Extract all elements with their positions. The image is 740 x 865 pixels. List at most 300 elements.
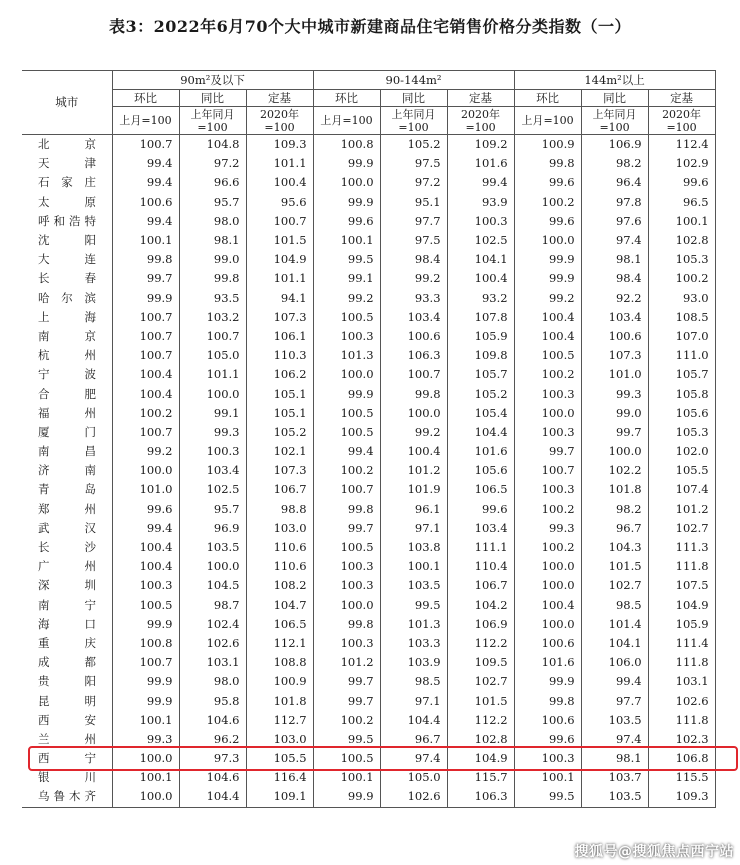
index-value: 100.3: [313, 634, 380, 653]
index-value: 99.6: [514, 730, 581, 749]
index-value: 106.0: [581, 653, 648, 672]
index-value: 100.2: [313, 711, 380, 730]
index-value: 100.0: [179, 384, 246, 403]
city-name: 昆 明: [38, 693, 96, 708]
city-name: 太 原: [38, 194, 96, 209]
index-value: 100.8: [313, 135, 380, 155]
index-value: 111.8: [648, 653, 715, 672]
table-row: [22, 768, 715, 787]
base-header: 上月=100: [112, 107, 179, 135]
index-value: 102.9: [648, 154, 715, 173]
city-name: 厦 门: [38, 424, 96, 439]
index-value: 100.1: [313, 768, 380, 787]
index-value: 93.3: [380, 289, 447, 308]
index-value: 100.6: [514, 634, 581, 653]
index-value: 96.2: [179, 730, 246, 749]
index-value: 100.1: [112, 231, 179, 250]
index-value: 107.3: [581, 346, 648, 365]
index-value: 100.0: [514, 231, 581, 250]
index-value: 100.0: [514, 576, 581, 595]
index-value: 97.7: [581, 691, 648, 710]
index-value: 100.9: [514, 135, 581, 155]
index-value: 100.3: [112, 576, 179, 595]
index-value: 104.6: [179, 768, 246, 787]
index-value: 109.3: [246, 135, 313, 155]
index-value: 106.7: [447, 576, 514, 595]
index-value: 99.3: [179, 423, 246, 442]
index-value: 102.8: [447, 730, 514, 749]
city-name: 哈尔滨: [38, 290, 96, 305]
index-value: 99.7: [112, 269, 179, 288]
table-row: [22, 461, 715, 480]
index-value: 112.2: [447, 634, 514, 653]
table-row: [22, 653, 715, 672]
index-value: 104.6: [179, 711, 246, 730]
index-value: 100.2: [514, 538, 581, 557]
index-value: 97.8: [581, 193, 648, 212]
index-value: 102.0: [648, 442, 715, 461]
index-value: 104.1: [447, 250, 514, 269]
index-value: 99.6: [447, 500, 514, 519]
index-value: 100.6: [112, 193, 179, 212]
index-value: 99.4: [112, 212, 179, 231]
index-value: 100.8: [112, 634, 179, 653]
index-value: 105.5: [648, 461, 715, 480]
index-value: 98.2: [581, 500, 648, 519]
table-row: [22, 557, 715, 576]
index-value: 112.4: [648, 135, 715, 155]
index-value: 100.3: [313, 576, 380, 595]
index-value: 99.2: [380, 423, 447, 442]
index-value: 100.2: [514, 365, 581, 384]
index-value: 100.6: [514, 711, 581, 730]
index-value: 101.1: [246, 269, 313, 288]
city-name: 深 圳: [38, 578, 96, 593]
index-value: 95.7: [179, 500, 246, 519]
city-name: 广 州: [38, 559, 96, 574]
index-value: 112.7: [246, 711, 313, 730]
price-index-table: [22, 70, 716, 808]
index-value: 115.5: [648, 768, 715, 787]
index-value: 93.9: [447, 193, 514, 212]
index-value: 95.1: [380, 193, 447, 212]
index-value: 99.4: [313, 442, 380, 461]
index-value: 95.8: [179, 691, 246, 710]
index-value: 101.3: [313, 346, 380, 365]
table-row: [22, 634, 715, 653]
index-value: 98.2: [581, 154, 648, 173]
index-value: 105.2: [447, 384, 514, 403]
index-value: 102.6: [648, 691, 715, 710]
index-value: 100.4: [112, 384, 179, 403]
base-header: 上年同月=100: [581, 107, 648, 135]
index-value: 99.8: [112, 250, 179, 269]
index-value: 99.2: [313, 289, 380, 308]
index-value: 96.7: [380, 730, 447, 749]
index-value: 109.1: [246, 787, 313, 807]
index-value: 101.6: [447, 154, 514, 173]
index-value: 100.3: [514, 480, 581, 499]
index-value: 101.0: [112, 480, 179, 499]
index-value: 105.7: [447, 365, 514, 384]
index-value: 100.5: [313, 308, 380, 327]
index-value: 101.0: [581, 365, 648, 384]
index-value: 99.9: [313, 384, 380, 403]
index-value: 99.3: [581, 384, 648, 403]
index-value: 103.1: [179, 653, 246, 672]
index-value: 103.7: [581, 768, 648, 787]
city-name: 大 连: [38, 252, 96, 267]
table-row: [22, 480, 715, 499]
index-value: 97.4: [380, 749, 447, 768]
index-value: 103.3: [380, 634, 447, 653]
index-value: 99.1: [179, 404, 246, 423]
index-value: 101.4: [581, 615, 648, 634]
index-value: 99.4: [112, 154, 179, 173]
index-value: 100.4: [112, 365, 179, 384]
index-value: 99.9: [313, 787, 380, 807]
index-value: 100.1: [380, 557, 447, 576]
index-value: 101.9: [380, 480, 447, 499]
index-value: 103.4: [380, 308, 447, 327]
index-value: 102.5: [447, 231, 514, 250]
city-name: 郑 州: [38, 501, 96, 516]
index-value: 100.7: [112, 327, 179, 346]
index-value: 96.9: [179, 519, 246, 538]
index-value: 99.6: [112, 500, 179, 519]
index-value: 102.1: [246, 442, 313, 461]
index-value: 106.8: [648, 749, 715, 768]
sub-header: 定基: [246, 90, 313, 107]
index-value: 104.4: [380, 711, 447, 730]
index-value: 102.7: [447, 672, 514, 691]
index-value: 100.4: [380, 442, 447, 461]
index-value: 96.7: [581, 519, 648, 538]
index-value: 103.1: [648, 672, 715, 691]
index-value: 103.0: [246, 730, 313, 749]
index-value: 101.2: [313, 653, 380, 672]
index-value: 107.8: [447, 308, 514, 327]
index-value: 106.9: [581, 135, 648, 155]
index-value: 105.7: [648, 365, 715, 384]
index-value: 98.5: [380, 672, 447, 691]
index-value: 100.1: [514, 768, 581, 787]
index-value: 98.8: [246, 500, 313, 519]
index-value: 95.7: [179, 193, 246, 212]
index-value: 98.5: [581, 596, 648, 615]
index-value: 104.9: [447, 749, 514, 768]
base-header: 上年同月=100: [179, 107, 246, 135]
city-name: 长 春: [38, 271, 96, 286]
index-value: 99.5: [313, 250, 380, 269]
index-value: 99.3: [112, 730, 179, 749]
index-value: 100.2: [313, 461, 380, 480]
index-value: 104.7: [246, 596, 313, 615]
index-value: 105.5: [246, 749, 313, 768]
index-value: 100.5: [313, 423, 380, 442]
table-row: [22, 289, 715, 308]
index-value: 100.5: [514, 346, 581, 365]
index-value: 98.1: [581, 749, 648, 768]
index-value: 101.5: [447, 691, 514, 710]
index-value: 105.1: [246, 404, 313, 423]
index-value: 100.0: [514, 615, 581, 634]
index-value: 107.3: [246, 461, 313, 480]
index-value: 100.4: [514, 596, 581, 615]
index-value: 100.1: [112, 711, 179, 730]
city-name: 重 庆: [38, 635, 96, 650]
index-value: 97.7: [380, 212, 447, 231]
index-value: 99.4: [112, 173, 179, 192]
index-value: 98.4: [380, 250, 447, 269]
city-name: 福 州: [38, 405, 96, 420]
city-name: 南 昌: [38, 444, 96, 459]
index-value: 100.7: [380, 365, 447, 384]
index-value: 99.6: [313, 212, 380, 231]
table-row: [22, 327, 715, 346]
index-value: 111.0: [648, 346, 715, 365]
index-value: 100.7: [514, 461, 581, 480]
index-value: 107.4: [648, 480, 715, 499]
base-header: 上月=100: [313, 107, 380, 135]
index-value: 99.8: [380, 384, 447, 403]
city-name: 呼和浩特: [38, 213, 96, 228]
index-value: 101.6: [447, 442, 514, 461]
index-value: 102.8: [648, 231, 715, 250]
index-value: 108.8: [246, 653, 313, 672]
city-name: 石家庄: [38, 175, 96, 190]
index-value: 99.9: [313, 193, 380, 212]
index-value: 102.6: [380, 787, 447, 807]
city-name: 乌鲁木齐: [38, 789, 96, 804]
city-name: 银 川: [38, 770, 96, 785]
index-value: 97.3: [179, 749, 246, 768]
index-value: 99.8: [313, 500, 380, 519]
group-header-small: 90m²及以下: [112, 71, 313, 90]
city-name: 天 津: [38, 156, 96, 171]
index-value: 97.2: [380, 173, 447, 192]
index-value: 106.7: [246, 480, 313, 499]
table-row: [22, 346, 715, 365]
index-value: 107.3: [246, 308, 313, 327]
index-value: 100.1: [313, 231, 380, 250]
index-value: 97.5: [380, 154, 447, 173]
index-value: 99.7: [313, 691, 380, 710]
index-value: 106.1: [246, 327, 313, 346]
watermark: 搜狐号@搜狐焦点西宁站: [574, 844, 734, 860]
index-value: 94.1: [246, 289, 313, 308]
index-value: 99.7: [514, 442, 581, 461]
index-value: 102.3: [648, 730, 715, 749]
index-value: 97.5: [380, 231, 447, 250]
group-header-large: 144m²以上: [514, 71, 715, 90]
city-name: 贵 阳: [38, 674, 96, 689]
index-value: 99.9: [112, 615, 179, 634]
index-value: 101.1: [179, 365, 246, 384]
index-value: 110.6: [246, 557, 313, 576]
index-value: 109.3: [648, 787, 715, 807]
index-value: 102.6: [179, 634, 246, 653]
table-row: [22, 173, 715, 192]
city-name: 青 岛: [38, 482, 96, 497]
index-value: 103.2: [179, 308, 246, 327]
index-value: 102.4: [179, 615, 246, 634]
index-value: 99.9: [514, 672, 581, 691]
base-header: 上年同月=100: [380, 107, 447, 135]
index-value: 99.0: [179, 250, 246, 269]
index-value: 99.4: [112, 519, 179, 538]
table-row: [22, 154, 715, 173]
index-value: 104.1: [581, 634, 648, 653]
city-name: 西 宁: [38, 751, 96, 766]
index-value: 105.3: [648, 250, 715, 269]
city-name: 杭 州: [38, 348, 96, 363]
index-value: 100.0: [380, 404, 447, 423]
index-value: 100.4: [112, 538, 179, 557]
index-value: 102.7: [581, 576, 648, 595]
index-value: 103.8: [380, 538, 447, 557]
index-value: 100.1: [112, 768, 179, 787]
table-row: [22, 365, 715, 384]
index-value: 100.5: [112, 596, 179, 615]
index-value: 110.3: [246, 346, 313, 365]
index-value: 99.4: [447, 173, 514, 192]
index-value: 105.2: [246, 423, 313, 442]
index-value: 93.2: [447, 289, 514, 308]
index-value: 104.4: [447, 423, 514, 442]
index-value: 106.9: [447, 615, 514, 634]
index-value: 100.3: [179, 442, 246, 461]
index-value: 105.6: [447, 461, 514, 480]
index-value: 97.2: [179, 154, 246, 173]
index-value: 100.3: [447, 212, 514, 231]
city-name: 合 肥: [38, 386, 96, 401]
index-value: 105.9: [648, 615, 715, 634]
index-value: 103.5: [380, 576, 447, 595]
index-value: 103.5: [179, 538, 246, 557]
index-value: 111.8: [648, 557, 715, 576]
index-value: 99.9: [112, 289, 179, 308]
index-value: 100.0: [112, 461, 179, 480]
sub-header: 同比: [581, 90, 648, 107]
index-value: 106.5: [246, 615, 313, 634]
index-value: 100.6: [581, 327, 648, 346]
index-value: 99.8: [514, 691, 581, 710]
city-name: 济 南: [38, 463, 96, 478]
index-value: 100.0: [313, 596, 380, 615]
sub-header: 同比: [179, 90, 246, 107]
index-value: 97.1: [380, 691, 447, 710]
index-value: 103.9: [380, 653, 447, 672]
index-value: 103.4: [179, 461, 246, 480]
table-row: [22, 538, 715, 557]
index-value: 96.5: [648, 193, 715, 212]
index-value: 101.6: [514, 653, 581, 672]
index-value: 100.9: [246, 672, 313, 691]
base-header: 2020年=100: [447, 107, 514, 135]
index-value: 98.0: [179, 212, 246, 231]
index-value: 99.7: [313, 672, 380, 691]
index-value: 101.2: [380, 461, 447, 480]
index-value: 111.3: [648, 538, 715, 557]
index-value: 110.6: [246, 538, 313, 557]
index-value: 99.9: [514, 269, 581, 288]
index-value: 100.0: [514, 557, 581, 576]
index-value: 108.2: [246, 576, 313, 595]
index-value: 100.2: [648, 269, 715, 288]
sub-header: 环比: [514, 90, 581, 107]
sub-header: 环比: [313, 90, 380, 107]
index-value: 96.6: [179, 173, 246, 192]
table-row: [22, 672, 715, 691]
index-value: 100.0: [514, 404, 581, 423]
index-value: 104.2: [447, 596, 514, 615]
index-value: 97.1: [380, 519, 447, 538]
index-value: 100.3: [313, 557, 380, 576]
index-value: 101.8: [581, 480, 648, 499]
index-value: 100.6: [380, 327, 447, 346]
table-row: [22, 269, 715, 288]
city-name: 南 宁: [38, 597, 96, 612]
index-value: 103.5: [581, 787, 648, 807]
index-value: 107.5: [648, 576, 715, 595]
base-header: 2020年=100: [648, 107, 715, 135]
table-row: [22, 384, 715, 403]
index-value: 105.3: [648, 423, 715, 442]
sub-header: 定基: [648, 90, 715, 107]
index-value: 100.2: [112, 404, 179, 423]
index-value: 100.3: [514, 749, 581, 768]
index-value: 101.5: [581, 557, 648, 576]
city-name: 上 海: [38, 309, 96, 324]
index-value: 99.5: [380, 596, 447, 615]
index-value: 100.0: [112, 749, 179, 768]
index-value: 106.2: [246, 365, 313, 384]
table-row: [22, 519, 715, 538]
table-row: [22, 135, 715, 155]
index-value: 105.2: [380, 135, 447, 155]
index-value: 100.3: [514, 423, 581, 442]
highlight-box: [28, 746, 738, 771]
index-value: 99.8: [313, 615, 380, 634]
table-row: [22, 596, 715, 615]
table-row: [22, 193, 715, 212]
index-value: 98.7: [179, 596, 246, 615]
index-value: 100.5: [313, 404, 380, 423]
index-value: 105.9: [447, 327, 514, 346]
index-value: 99.8: [179, 269, 246, 288]
index-value: 100.2: [514, 500, 581, 519]
index-value: 105.4: [447, 404, 514, 423]
index-value: 98.1: [581, 250, 648, 269]
city-name: 宁 波: [38, 367, 96, 382]
index-value: 116.4: [246, 768, 313, 787]
index-value: 106.3: [380, 346, 447, 365]
index-value: 109.8: [447, 346, 514, 365]
index-value: 99.9: [112, 691, 179, 710]
table-row: [22, 787, 715, 807]
index-value: 100.3: [514, 384, 581, 403]
index-value: 97.4: [581, 730, 648, 749]
index-value: 100.7: [313, 480, 380, 499]
index-value: 99.2: [514, 289, 581, 308]
index-value: 111.4: [648, 634, 715, 653]
index-value: 100.5: [313, 749, 380, 768]
index-value: 100.7: [179, 327, 246, 346]
index-value: 100.2: [514, 193, 581, 212]
index-value: 110.4: [447, 557, 514, 576]
index-value: 108.5: [648, 308, 715, 327]
